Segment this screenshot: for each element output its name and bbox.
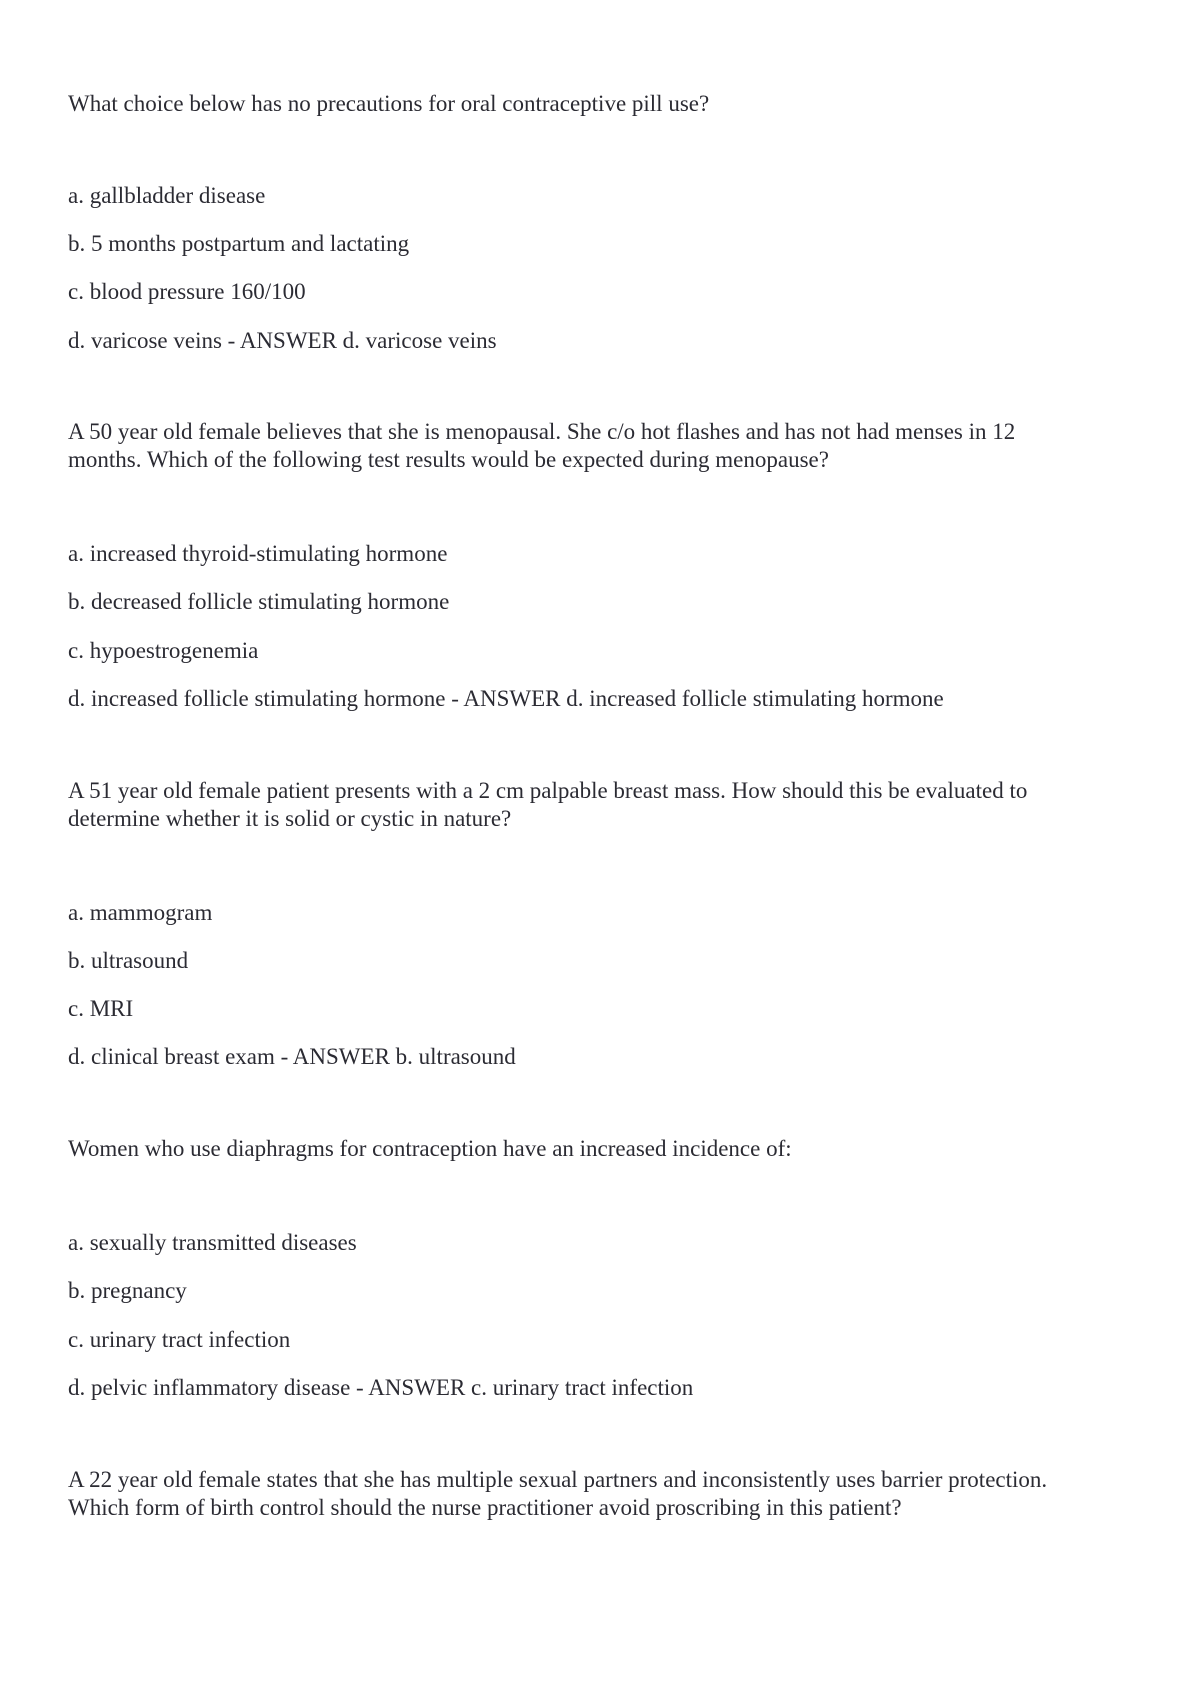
question-4-option-c: c. urinary tract infection	[68, 1327, 291, 1352]
question-2-option-b: b. decreased follicle stimulating hormone	[68, 589, 450, 614]
question-1-option-b: b. 5 months postpartum and lactating	[68, 231, 410, 256]
question-5-text-line-2: Which form of birth control should the nurse practitioner avoid proscribing in this patient?	[68, 1495, 902, 1520]
question-4-text: Women who use diaphragms for contraception have an increased incidence of:	[68, 1136, 792, 1161]
question-1-option-a: a. gallbladder disease	[68, 183, 266, 208]
question-1-text: What choice below has no precautions for oral contraceptive pill use?	[68, 91, 710, 116]
question-3-text-line-1: A 51 year old female patient presents with a 2 cm palpable breast mass. How should this be evaluated to	[68, 778, 1028, 803]
question-3-option-c: c. MRI	[68, 996, 134, 1021]
question-2-text-line-1: A 50 year old female believes that she is menopausal. She c/o hot flashes and has not had menses in 12	[68, 419, 1016, 444]
question-1-option-d: d. varicose veins - ANSWER d. varicose veins	[68, 328, 497, 353]
question-5-text-line-1: A 22 year old female states that she has multiple sexual partners and inconsistently uses barrier protection.	[68, 1467, 1048, 1492]
question-4-option-d: d. pelvic inflammatory disease - ANSWER c. urinary tract infection	[68, 1375, 694, 1400]
question-2-option-c: c. hypoestrogenemia	[68, 638, 259, 663]
question-3-option-b: b. ultrasound	[68, 948, 189, 973]
question-3-text-line-2: determine whether it is solid or cystic in nature?	[68, 806, 512, 831]
question-1-option-c: c. blood pressure 160/100	[68, 279, 306, 304]
question-2-text-line-2: months. Which of the following test results would be expected during menopause?	[68, 447, 829, 472]
question-4-option-a: a. sexually transmitted diseases	[68, 1230, 357, 1255]
question-3-option-d: d. clinical breast exam - ANSWER b. ultrasound	[68, 1044, 516, 1069]
question-3-option-a: a. mammogram	[68, 900, 213, 925]
question-2-option-d: d. increased follicle stimulating hormone - ANSWER d. increased follicle stimulating hormone	[68, 686, 944, 711]
question-2-option-a: a. increased thyroid-stimulating hormone	[68, 541, 448, 566]
question-4-option-b: b. pregnancy	[68, 1278, 187, 1303]
